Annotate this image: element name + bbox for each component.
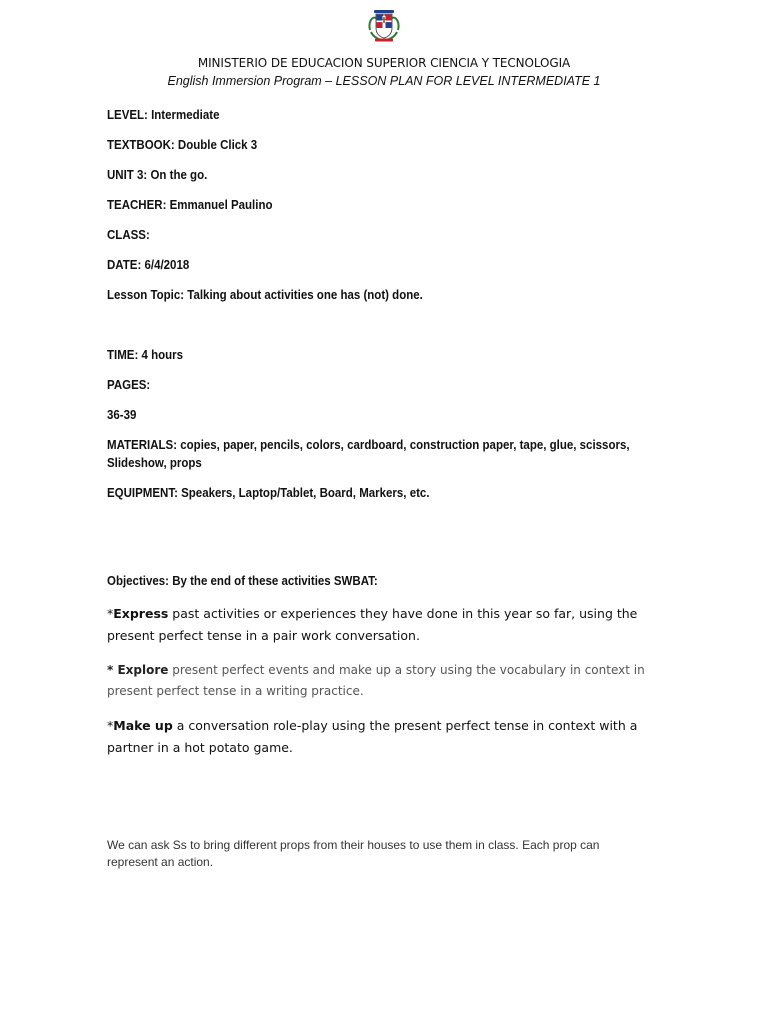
objective-item xyxy=(107,603,667,647)
objective-verb: Express xyxy=(113,606,169,621)
objective-item xyxy=(107,715,667,759)
pages-value: 36-39 xyxy=(107,408,137,422)
objective-prefix: * xyxy=(107,606,114,621)
objective-text: past activities or experiences they have done in this year so far, using the present perfect tense in a pair work conversation. xyxy=(107,606,638,643)
objective-text: a conversation role-play using the present perfect tense in context with a partner in a hot potato game. xyxy=(107,718,638,755)
textbook-field: TEXTBOOK: Double Click 3 xyxy=(107,138,258,152)
objective-verb: Make up xyxy=(113,718,173,733)
level-field: LEVEL: Intermediate xyxy=(107,108,220,122)
date-field: DATE: 6/4/2018 xyxy=(107,258,190,272)
program-subtitle: English Immersion Program – LESSON PLAN FOR LEVEL INTERMEDIATE 1 xyxy=(167,74,601,88)
objective-text: present perfect events and make up a story using the vocabulary in context in present perfect tense in a writing practice. xyxy=(107,663,645,698)
props-note: We can ask Ss to bring different props from their houses to use them in class. Each prop can represent an action. xyxy=(107,838,600,869)
objectives-heading: Objectives: By the end of these activities SWBAT: xyxy=(107,574,378,588)
objective-prefix: * xyxy=(107,663,118,677)
materials-field: MATERIALS: copies, paper, pencils, colors, cardboard, construction paper, tape, glue, scissors, Slideshow, props xyxy=(107,438,630,470)
pages-label: PAGES: xyxy=(107,378,151,392)
equipment-field: EQUIPMENT: Speakers, Laptop/Tablet, Board, Markers, etc. xyxy=(107,486,430,500)
unit-field: UNIT 3: On the go. xyxy=(107,168,208,182)
teacher-field: TEACHER: Emmanuel Paulino xyxy=(107,198,273,212)
class-field: CLASS: xyxy=(107,228,150,242)
objective-verb: Explore xyxy=(117,663,169,677)
time-field: TIME: 4 hours xyxy=(107,348,184,362)
ministry-title: MINISTERIO DE EDUCACION SUPERIOR CIENCIA Y TECNOLOGIA xyxy=(197,56,571,70)
coat-of-arms-icon xyxy=(366,8,402,44)
objective-prefix: * xyxy=(107,718,114,733)
objective-item xyxy=(107,660,667,702)
lesson-topic-field: Lesson Topic: Talking about activities one has (not) done. xyxy=(107,288,423,302)
